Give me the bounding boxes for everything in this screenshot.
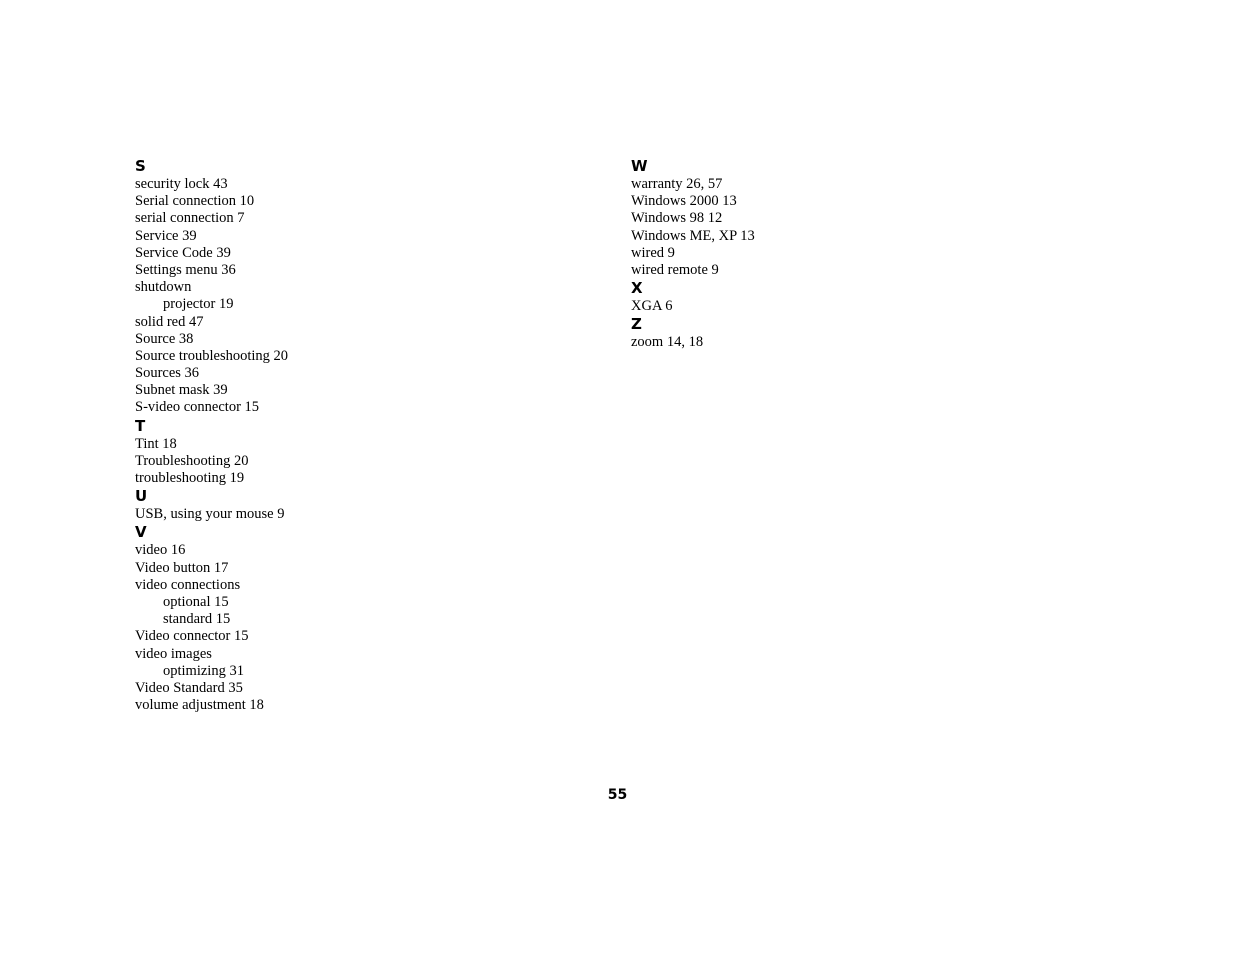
- index-letter-heading: S: [135, 157, 146, 175]
- index-entry: security lock 43: [135, 176, 228, 192]
- index-entry: Troubleshooting 20: [135, 452, 249, 469]
- index-entry: USB, using your mouse 9: [135, 506, 285, 523]
- index-subentry: optional 15: [163, 593, 229, 610]
- index-entry: video connections: [135, 576, 241, 593]
- index-entry: Windows 2000 13: [631, 193, 737, 210]
- index-entry: shutdown: [135, 279, 192, 296]
- index-entry: Service Code 39: [135, 244, 231, 261]
- index-entry: Serial connection 10: [135, 193, 255, 210]
- index-letter-heading: X: [631, 279, 643, 298]
- index-entry: S-video connector 15: [135, 399, 260, 416]
- index-entry: solid red 47: [135, 313, 204, 330]
- index-subentry: standard 15: [163, 611, 231, 628]
- index-entry: Service 39: [135, 227, 197, 244]
- index-subentry: optimizing 31: [163, 662, 244, 679]
- index-letter-heading: W: [631, 157, 648, 175]
- index-entry: Settings menu 36: [135, 261, 236, 278]
- index-entry: Sources 36: [135, 365, 200, 382]
- index-letter-heading: Z: [631, 315, 642, 334]
- index-entry: Tint 18: [135, 435, 177, 452]
- index-entry: Video connector 15: [135, 628, 249, 645]
- index-entry: serial connection 7: [135, 210, 245, 227]
- index-entry: Subnet mask 39: [135, 382, 228, 399]
- index-letter-heading: V: [135, 523, 147, 542]
- index-entry: Source 38: [135, 330, 194, 347]
- index-entry: XGA 6: [631, 298, 673, 315]
- index-entry: wired remote 9: [631, 261, 719, 278]
- index-entry: warranty 26, 57: [631, 176, 723, 192]
- index-column-left: [135, 157, 288, 714]
- index-entry: Video button 17: [135, 559, 229, 576]
- page-number: 55: [607, 787, 628, 803]
- index-entry: Windows ME, XP 13: [631, 227, 755, 244]
- index-entry: Source troubleshooting 20: [135, 347, 289, 364]
- index-entry: video images: [135, 645, 212, 662]
- index-entry: wired 9: [631, 244, 675, 261]
- index-letter-heading: T: [135, 416, 146, 435]
- index-entry: zoom 14, 18: [631, 334, 704, 351]
- index-entry: troubleshooting 19: [135, 470, 245, 486]
- index-entry: video 16: [135, 542, 186, 559]
- index-entry: volume adjustment 18: [135, 697, 264, 714]
- index-column-right: [631, 157, 755, 352]
- index-subentry: projector 19: [163, 296, 234, 313]
- index-entry: Windows 98 12: [631, 210, 723, 227]
- index-entry: Video Standard 35: [135, 679, 243, 696]
- index-letter-heading: U: [135, 487, 148, 506]
